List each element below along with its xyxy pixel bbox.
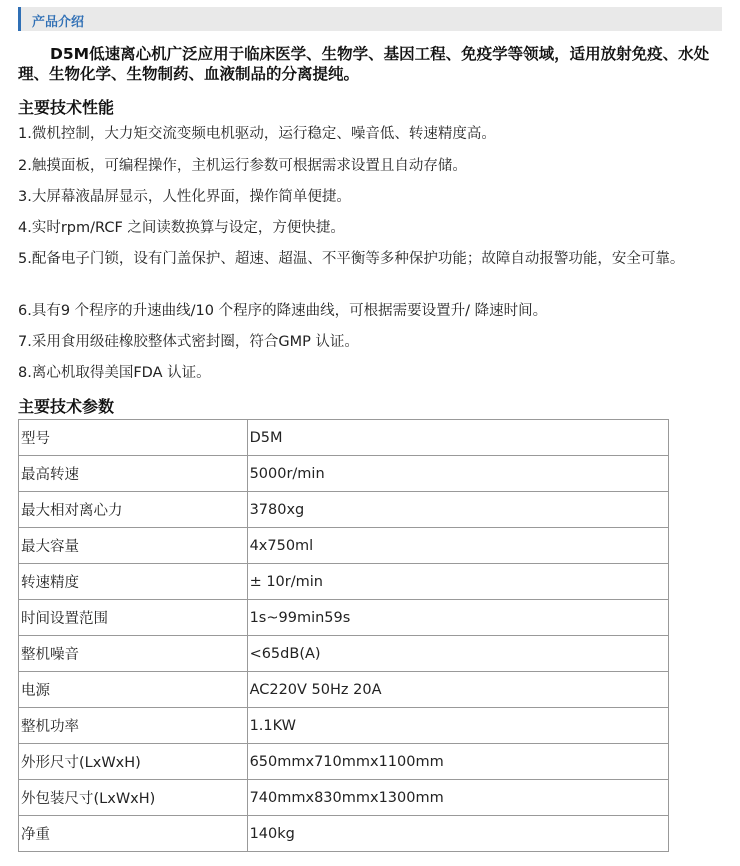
intro-paragraph: D5M低速离心机广泛应用于临床医学、生物学、基因工程、免疫学等领域，适用放射免疫、水处理、生物化学、生物制药、血液制品的分离提纯。 [18, 45, 710, 83]
spec-value: 1.1KW [247, 708, 668, 744]
spec-value: 5000r/min [247, 456, 668, 492]
spec-value: 4x750ml [247, 528, 668, 564]
table-row [19, 672, 669, 708]
spec-value: AC220V 50Hz 20A [247, 672, 668, 708]
section-title: 产品介绍 [32, 15, 85, 30]
spec-label: 整机噪音 [19, 636, 248, 672]
spec-value: <65dB(A) [247, 636, 668, 672]
table-row [19, 780, 669, 816]
spec-label: 净重 [19, 816, 248, 852]
feature-item: 5.配备电子门锁，设有门盖保护、超速、超温、不平衡等多种保护功能；故障自动报警功能，安全可靠。 [18, 251, 685, 267]
spec-value: 1s~99min59s [247, 600, 668, 636]
feature-item: 7.采用食用级硅橡胶整体式密封圈，符合GMP 认证。 [18, 334, 359, 350]
feature-item: 2.触摸面板，可编程操作，主机运行参数可根据需求设置且自动存储。 [18, 158, 467, 174]
spec-label: 最大相对离心力 [19, 492, 248, 528]
feature-item: 8.离心机取得美国FDA 认证。 [18, 365, 211, 381]
spec-label: 转速精度 [19, 564, 248, 600]
table-row [19, 492, 669, 528]
table-row [19, 600, 669, 636]
spec-value: D5M [247, 420, 668, 456]
spec-label: 外包装尺寸(LxWxH) [19, 780, 248, 816]
spec-label: 最高转速 [19, 456, 248, 492]
performance-heading: 主要技术性能 [18, 98, 115, 117]
section-header [18, 7, 722, 31]
spec-label: 电源 [19, 672, 248, 708]
table-row [19, 744, 669, 780]
spec-value: 740mmx830mmx1300mm [247, 780, 668, 816]
spec-value: 140kg [247, 816, 668, 852]
feature-item: 1.微机控制，大力矩交流变频电机驱动，运行稳定、噪音低、转速精度高。 [18, 126, 496, 142]
table-row [19, 456, 669, 492]
params-heading: 主要技术参数 [18, 397, 115, 416]
spec-label: 时间设置范围 [19, 600, 248, 636]
feature-item: 4.实时rpm/RCF 之间读数换算与设定，方便快捷。 [18, 220, 345, 236]
spec-label: 外形尺寸(LxWxH) [19, 744, 248, 780]
spec-value: 650mmx710mmx1100mm [247, 744, 668, 780]
specs-table [18, 419, 669, 852]
spec-value: ± 10r/min [247, 564, 668, 600]
table-row [19, 420, 669, 456]
table-row [19, 816, 669, 852]
spec-label: 型号 [19, 420, 248, 456]
table-row [19, 528, 669, 564]
table-row [19, 708, 669, 744]
feature-item: 6.具有9 个程序的升速曲线/10 个程序的降速曲线，可根据需要设置升/ 降速时间。 [18, 303, 548, 319]
spec-label: 最大容量 [19, 528, 248, 564]
table-row [19, 636, 669, 672]
spec-value: 3780xg [247, 492, 668, 528]
feature-item: 3.大屏幕液晶屏显示，人性化界面，操作简单便捷。 [18, 189, 351, 205]
table-row [19, 564, 669, 600]
spec-label: 整机功率 [19, 708, 248, 744]
